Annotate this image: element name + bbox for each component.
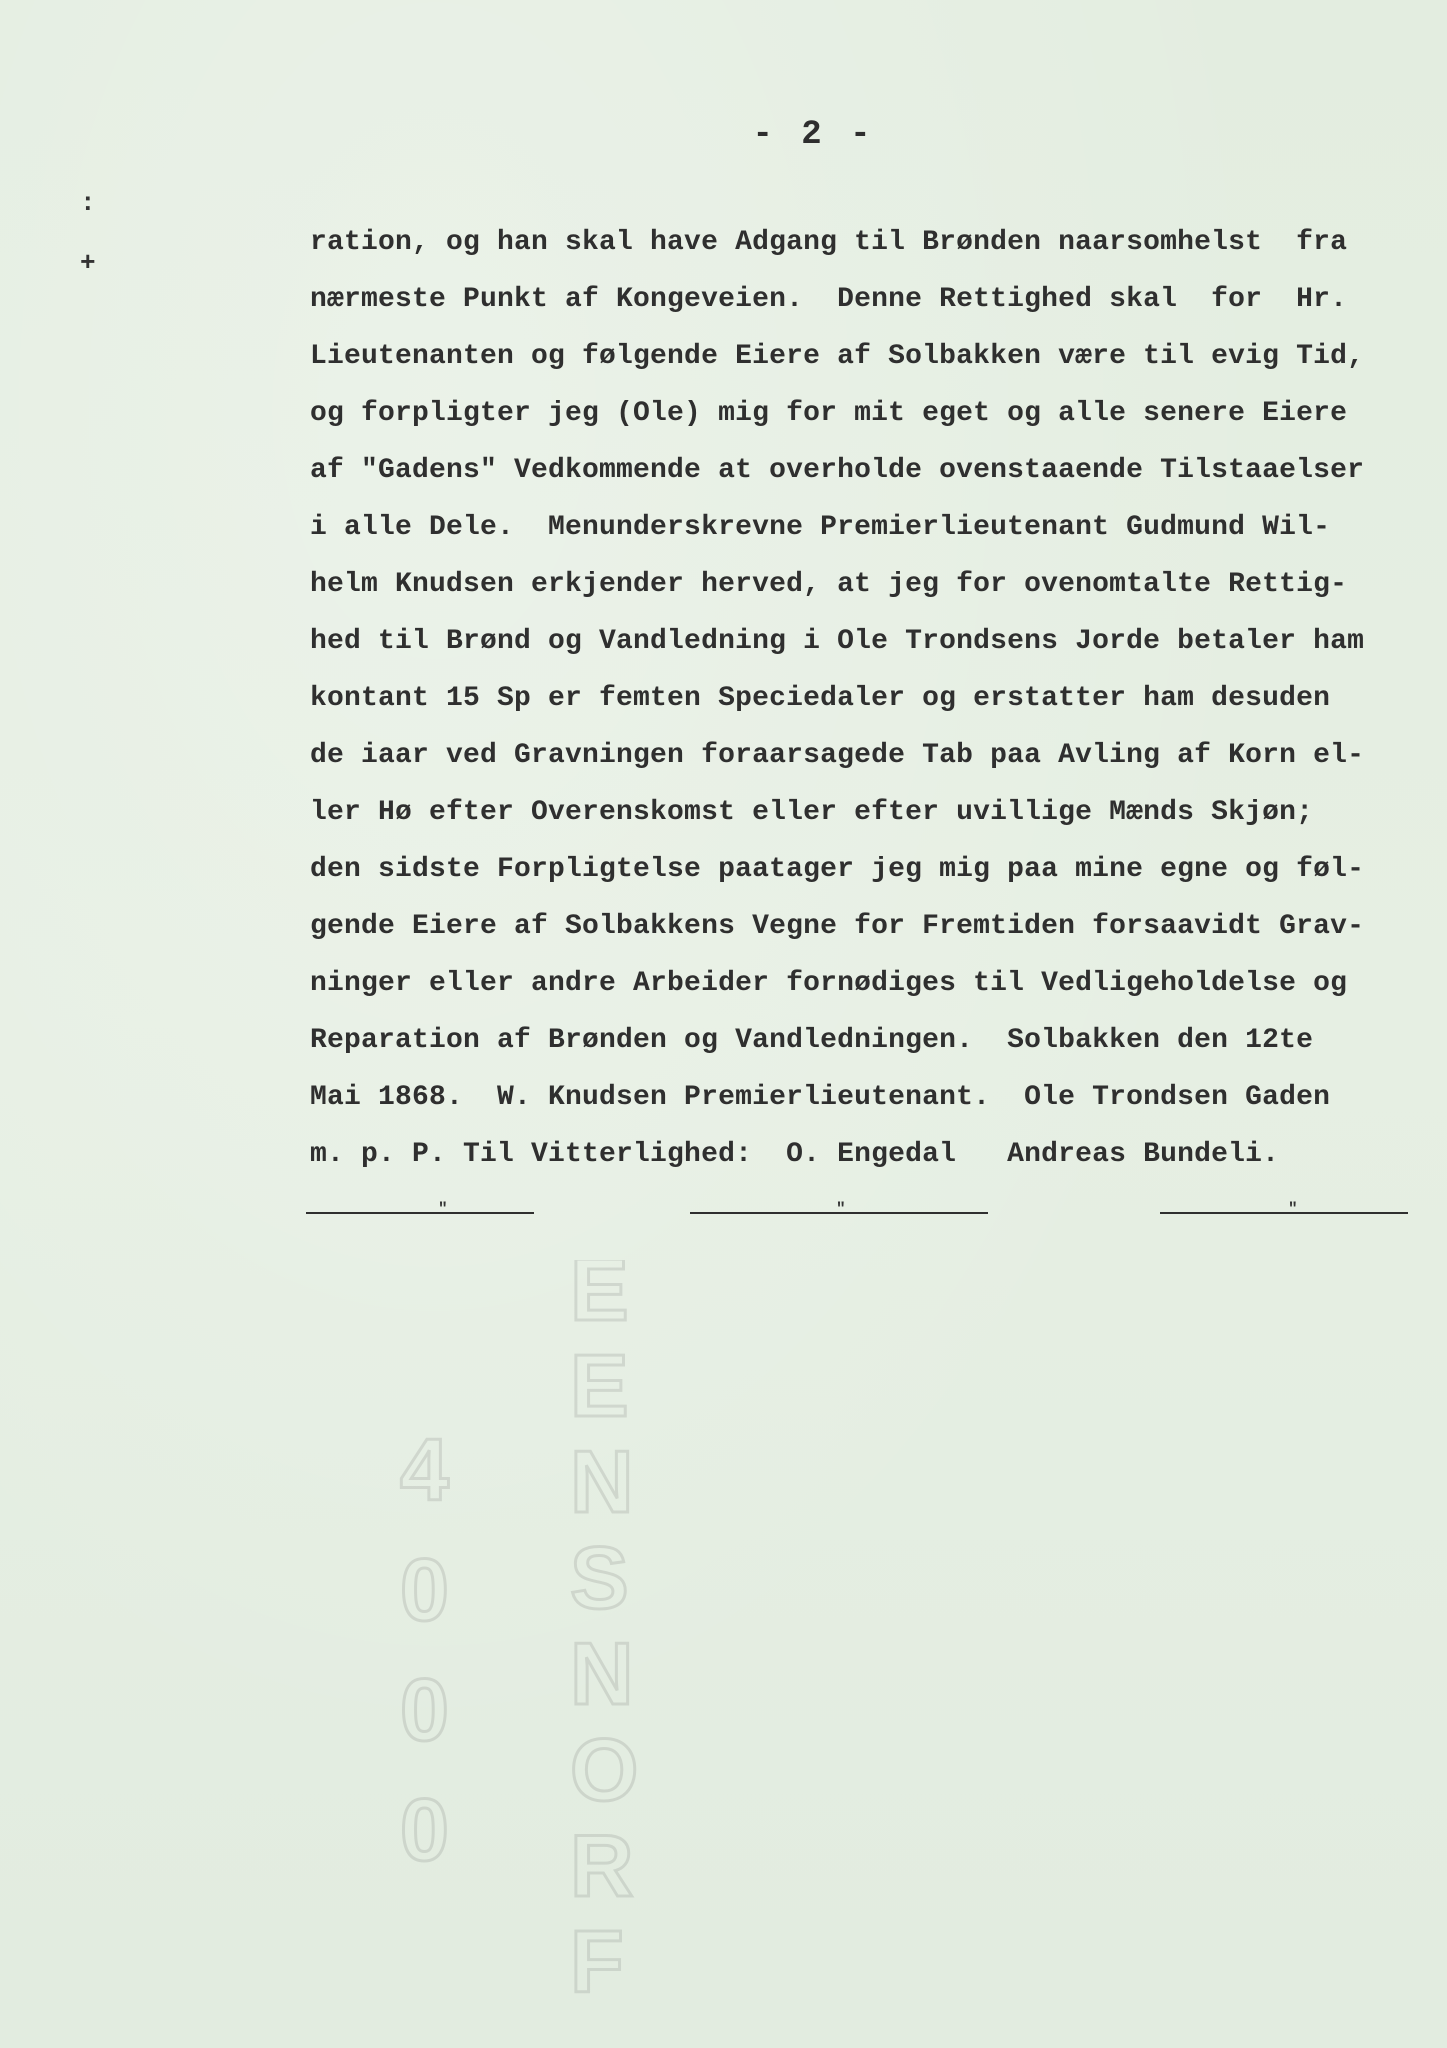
watermark-glyph: 0 (400, 1660, 449, 1759)
text-line: m. p. P. Til Vitterlighed: O. Engedal Andreas Bundeli. (310, 1139, 1280, 1170)
watermark-glyph: 0 (400, 1780, 449, 1879)
ditto-mark: " (438, 1200, 448, 1218)
watermark-glyph: N (570, 1624, 634, 1723)
text-line: de iaar ved Gravningen foraarsagede Tab paa Avling af Korn el- (310, 740, 1365, 771)
page-number: - 2 - (752, 116, 875, 154)
watermark-glyph: 0 (400, 1540, 449, 1639)
text-line: ninger eller andre Arbeider fornødiges til Vedligeholdelse og (310, 968, 1348, 999)
text-line: hed til Brønd og Vandledning i Ole Trondsens Jorde betaler ham (310, 626, 1365, 657)
watermark-glyph: F (570, 1912, 624, 2011)
text-line: Lieutenanten og følgende Eiere af Solbakken være til evig Tid, (310, 341, 1365, 372)
watermark-column-right (570, 1260, 638, 2011)
ditto-mark: " (1288, 1200, 1298, 1218)
text-line: kontant 15 Sp er femten Speciedaler og erstatter ham desuden (310, 683, 1331, 714)
signature-rule-center (690, 1200, 988, 1218)
signature-rule-right (1160, 1200, 1408, 1218)
watermark-glyph: E (570, 1260, 629, 1339)
watermark-glyph: 4 (400, 1420, 449, 1519)
text-line: Mai 1868. W. Knudsen Premierlieutenant. Ole Trondsen Gaden (310, 1082, 1331, 1113)
watermark-glyph: R (570, 1816, 634, 1915)
text-line: ration, og han skal have Adgang til Brønden naarsomhelst fra (310, 227, 1348, 258)
watermark-glyph: O (570, 1720, 639, 1819)
text-line: helm Knudsen erkjender herved, at jeg for ovenomtalte Rettig- (310, 569, 1348, 600)
text-line: af "Gadens" Vedkommende at overholde ovenstaaende Tilstaaelser (310, 455, 1365, 486)
text-line: i alle Dele. Menunderskrevne Premierlieutenant Gudmund Wil- (310, 512, 1331, 543)
ditto-mark: " (836, 1200, 846, 1218)
margin-mark-colon: : (80, 188, 96, 218)
text-line: nærmeste Punkt af Kongeveien. Denne Rettighed skal for Hr. (310, 284, 1348, 315)
text-line: gende Eiere af Solbakkens Vegne for Fremtiden forsaavidt Grav- (310, 911, 1365, 942)
watermark-glyph: N (570, 1432, 634, 1531)
text-line: ler Hø efter Overenskomst eller efter uvillige Mænds Skjøn; (310, 797, 1314, 828)
watermark-column-left (400, 1420, 449, 1879)
text-line: den sidste Forpligtelse paatager jeg mig paa mine egne og føl- (310, 854, 1365, 885)
text-line: Reparation af Brønden og Vandledningen. Solbakken den 12te (310, 1025, 1314, 1056)
watermark-glyph: S (570, 1528, 629, 1627)
watermark-glyph: E (570, 1336, 629, 1435)
margin-mark-plus: + (80, 248, 96, 278)
signature-rule-left (306, 1200, 534, 1218)
watermark-stamp (380, 1260, 710, 2048)
text-line: og forpligter jeg (Ole) mig for mit eget og alle senere Eiere (310, 398, 1348, 429)
document-body (310, 214, 1400, 1183)
